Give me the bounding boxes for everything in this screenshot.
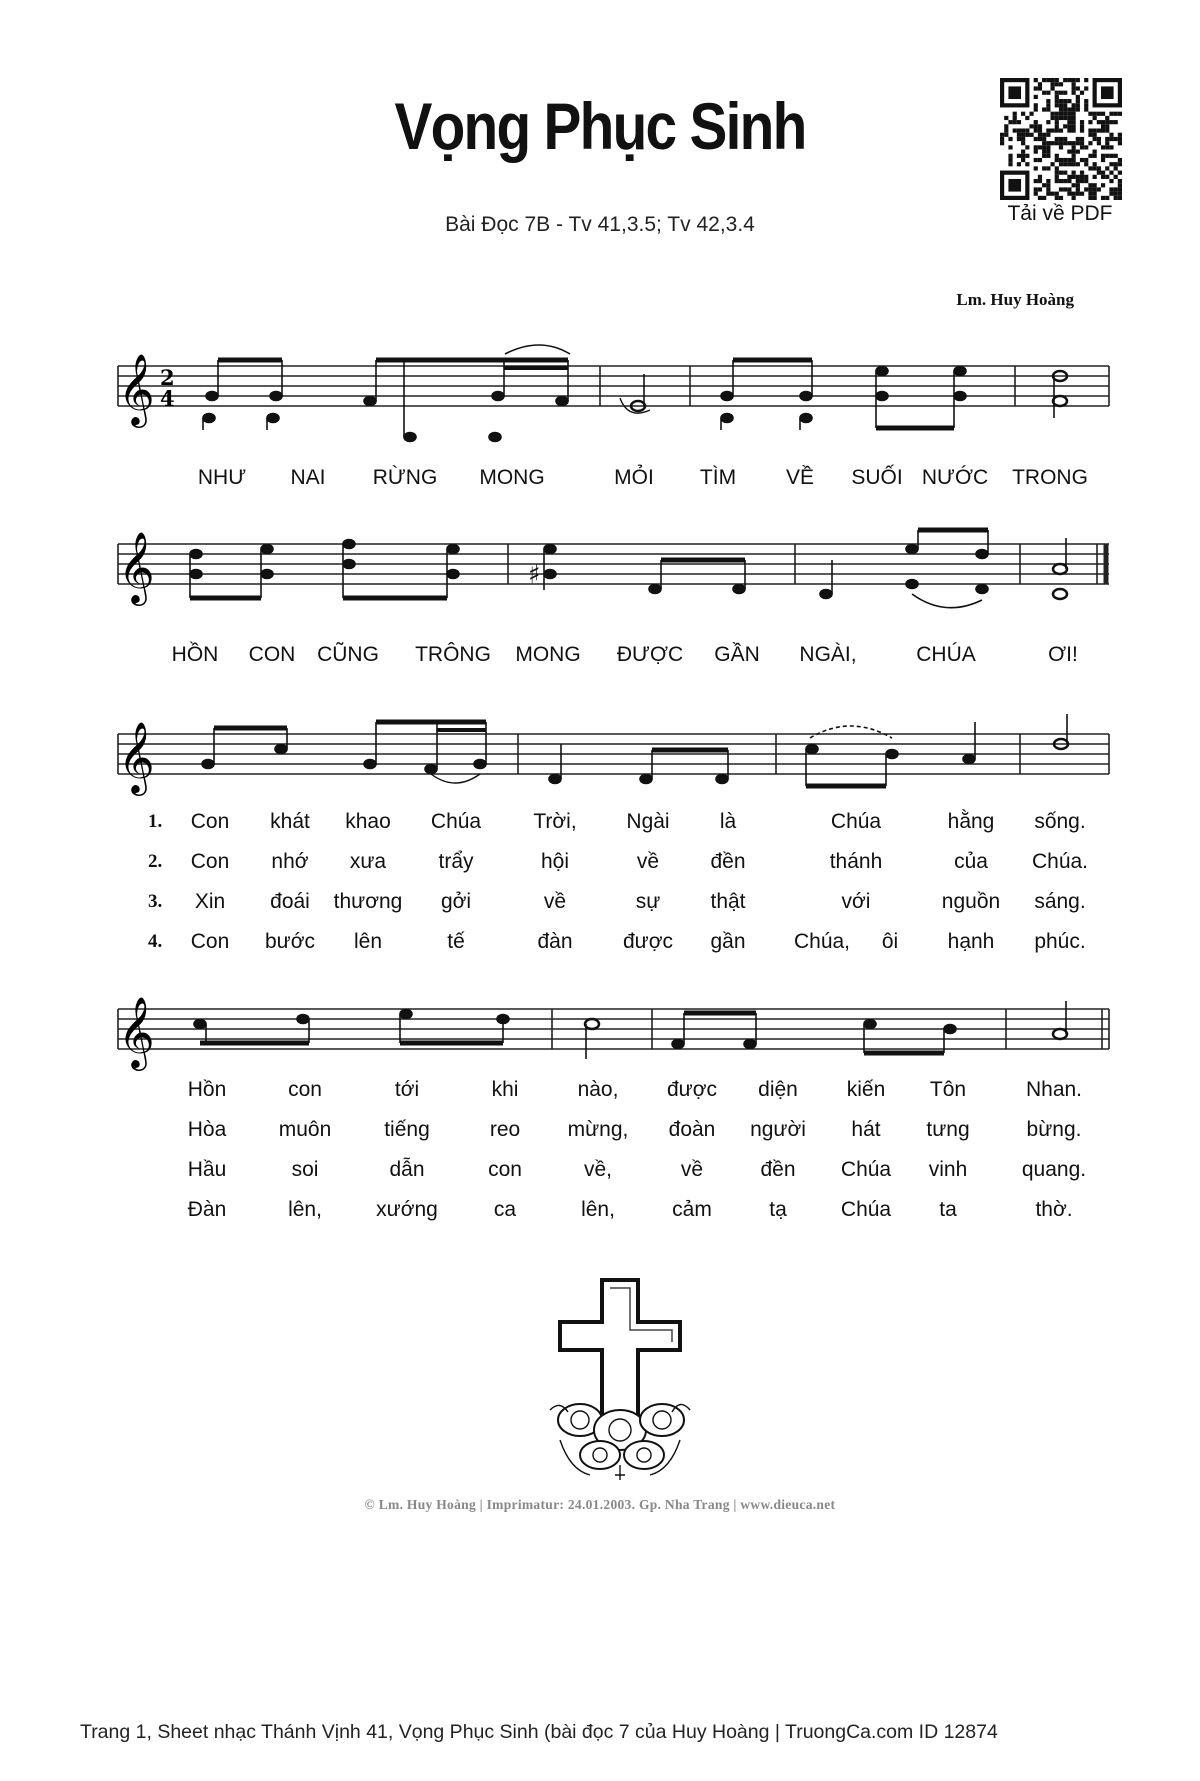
lyric-word: thờ. xyxy=(1035,1198,1073,1221)
lyric-word: bước xyxy=(264,930,316,953)
lyric-word: đền xyxy=(760,1158,796,1181)
notes-m1 xyxy=(203,345,650,442)
lyric-word: vinh xyxy=(928,1158,968,1181)
lyric-word: lên, xyxy=(581,1198,615,1221)
lyric-word: CHÚA xyxy=(916,643,976,666)
treble-clef-icon: 𝄞 xyxy=(118,352,155,425)
lyric-word: khao xyxy=(345,810,391,833)
verse-number: 2. xyxy=(148,851,163,872)
lyric-word: về xyxy=(543,890,567,913)
lyric-word: về, xyxy=(583,1158,613,1181)
lyric-word: Tôn xyxy=(929,1078,967,1101)
lyric-word: GẦN xyxy=(714,643,760,666)
lyric-word: bừng. xyxy=(1026,1118,1082,1141)
lyric-word: ta xyxy=(939,1198,957,1221)
lyric-word: Hầu xyxy=(187,1158,227,1181)
lyric-word: dẫn xyxy=(389,1158,425,1181)
lyric-word: kiến xyxy=(846,1078,886,1101)
time-signature-top: 2 xyxy=(160,365,175,390)
lyric-word: tế xyxy=(447,930,465,953)
lyric-word: sống. xyxy=(1034,810,1086,833)
lyric-word: Trời, xyxy=(533,810,577,833)
lyric-word: reo xyxy=(489,1118,521,1141)
verse-number: 4. xyxy=(148,931,163,952)
lyric-word: về xyxy=(680,1158,704,1181)
lyric-word: hát xyxy=(851,1118,881,1141)
verse-number: 3. xyxy=(148,891,163,912)
lyric-word: Chúa xyxy=(840,1158,892,1181)
lyric-word: là xyxy=(719,810,737,833)
verse-number: 1. xyxy=(148,811,163,832)
lyric-word: ôi xyxy=(881,930,899,953)
lyric-word: muôn xyxy=(278,1118,332,1141)
lyric-word: Chúa. xyxy=(1031,850,1089,873)
lyric-word: xưa xyxy=(349,850,387,873)
lyric-word: sáng. xyxy=(1034,890,1086,913)
lyric-word: CŨNG xyxy=(317,643,379,666)
lyric-word: con xyxy=(488,1158,522,1181)
lyric-word: TRÔNG xyxy=(415,643,491,666)
time-signature-bottom: 4 xyxy=(160,386,175,411)
lyric-word: NƯỚC xyxy=(921,466,989,489)
lyric-word: Chúa, xyxy=(793,930,851,953)
lyric-word: Nhan. xyxy=(1025,1078,1083,1101)
lyric-word: Đàn xyxy=(187,1198,227,1221)
song-title: Vọng Phục Sinh xyxy=(394,89,806,163)
lyric-word: ĐƯỢC xyxy=(616,643,684,666)
staff-system-4 xyxy=(0,983,1200,1093)
lyric-word: tạ xyxy=(769,1198,787,1221)
lyric-word: Con xyxy=(190,810,230,833)
lyric-word: xướng xyxy=(376,1198,438,1221)
treble-clef-icon: 𝄞 xyxy=(118,720,155,793)
copyright-line: © Lm. Huy Hoàng | Imprimatur: 24.01.2003. Gp. Nha Trang | www.dieuca.net xyxy=(364,1497,836,1512)
lyric-word: ƠI! xyxy=(1048,643,1078,666)
lyric-word: SUỐI xyxy=(851,466,903,489)
lyric-word: tiếng xyxy=(384,1118,430,1141)
song-subtitle: Bài Đọc 7B - Tv 41,3.5; Tv 42,3.4 xyxy=(445,213,755,236)
lyric-word: quang. xyxy=(1021,1158,1087,1181)
staff-system-3 xyxy=(0,708,1200,818)
treble-clef-icon: 𝄞 xyxy=(118,995,155,1068)
lyric-word: thật xyxy=(710,890,746,913)
lyric-word: ca xyxy=(493,1198,517,1221)
lyric-word: lên, xyxy=(288,1198,322,1221)
lyric-word: MỎI xyxy=(614,466,654,489)
lyric-word: MONG xyxy=(479,466,545,489)
lyric-word: con xyxy=(288,1078,322,1101)
lyric-word: tưng xyxy=(926,1118,970,1141)
lyric-word: nhớ xyxy=(271,850,309,873)
lyric-word: Xin xyxy=(194,890,226,913)
lyric-word: đền xyxy=(710,850,746,873)
lyric-word: nguồn xyxy=(941,890,1001,913)
lyric-word: hằng xyxy=(947,810,995,833)
lyric-word: khát xyxy=(270,810,310,833)
lyric-word: Con xyxy=(190,850,230,873)
lyric-word: HỒN xyxy=(171,643,219,666)
lyric-word: CON xyxy=(248,643,296,666)
lyric-word: nào, xyxy=(577,1078,619,1101)
lyric-word: được xyxy=(622,930,674,953)
lyric-word: diện xyxy=(758,1078,798,1101)
lyric-word: Hồn xyxy=(187,1078,227,1101)
cross-with-flowers-icon xyxy=(540,1270,700,1480)
lyric-word: cảm xyxy=(672,1198,712,1221)
lyric-word: RỪNG xyxy=(372,466,438,489)
lyric-word: đàn xyxy=(537,930,573,953)
lyric-word: với xyxy=(841,890,871,913)
download-pdf-link[interactable]: Tải về PDF xyxy=(1007,202,1113,225)
lyric-word: thánh xyxy=(829,850,883,873)
lyric-word: trẩy xyxy=(438,850,474,873)
lyric-word: VỀ xyxy=(785,466,815,489)
lyric-word: gần xyxy=(710,930,746,953)
lyric-word: NGÀI, xyxy=(799,643,857,666)
lyric-word: Chúa xyxy=(430,810,482,833)
lyric-word: NAI xyxy=(290,466,326,489)
lyric-word: Chúa xyxy=(840,1198,892,1221)
lyric-word: hội xyxy=(540,850,570,873)
lyric-word: người xyxy=(750,1118,806,1141)
lyric-word: đoàn xyxy=(668,1118,716,1141)
treble-clef-icon: 𝄞 xyxy=(118,530,155,603)
lyric-word: hạnh xyxy=(947,930,995,953)
lyric-word: Chúa xyxy=(830,810,882,833)
lyric-word: đoái xyxy=(270,890,310,913)
lyric-word: khi xyxy=(491,1078,519,1101)
lyric-word: Hòa xyxy=(187,1118,227,1141)
lyric-word: phúc. xyxy=(1034,930,1086,953)
lyric-word: về xyxy=(636,850,660,873)
composer: Lm. Huy Hoàng xyxy=(956,290,1074,309)
lyric-word: sự xyxy=(635,890,661,913)
lyric-word: NHƯ xyxy=(197,466,247,489)
lyric-word: TRONG xyxy=(1012,466,1088,489)
page-footer: Trang 1, Sheet nhạc Thánh Vịnh 41, Vọng Phục Sinh (bài đọc 7 của Huy Hoàng | TruongCa.com ID 12874 xyxy=(80,1721,998,1743)
lyric-word: được xyxy=(666,1078,718,1101)
lyric-word: mừng, xyxy=(567,1118,629,1141)
lyric-word: Ngài xyxy=(626,810,670,833)
lyric-word: thương xyxy=(333,890,403,913)
lyric-word: MONG xyxy=(515,643,581,666)
lyric-word: soi xyxy=(291,1158,319,1181)
lyric-word: TÌM xyxy=(699,466,737,489)
lyric-word: lên xyxy=(353,930,383,953)
svg-text:♯: ♯ xyxy=(528,560,541,590)
lyric-word: gởi xyxy=(440,890,472,913)
qr-code-icon[interactable] xyxy=(1000,78,1122,200)
staff-system-1 xyxy=(0,340,1200,450)
lyric-word: Con xyxy=(190,930,230,953)
lyric-word: tới xyxy=(394,1078,420,1101)
lyric-word: của xyxy=(954,850,988,873)
staff-system-2 xyxy=(0,518,1200,628)
